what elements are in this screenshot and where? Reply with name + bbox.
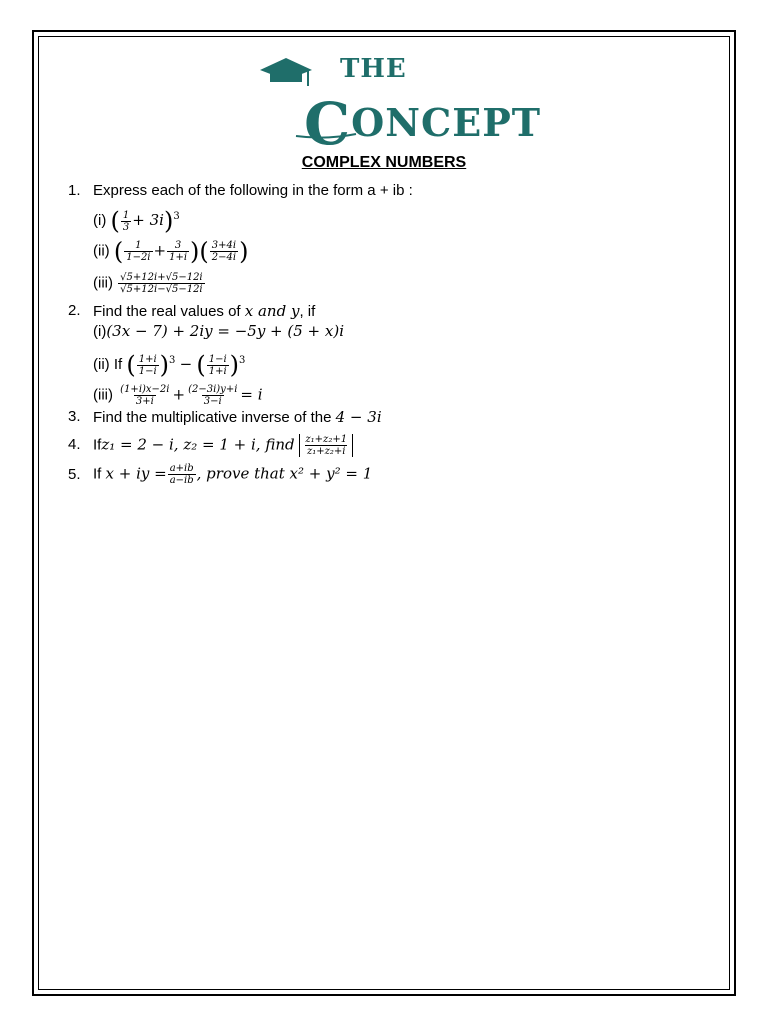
- doc-title: COMPLEX NUMBERS: [301, 154, 467, 171]
- q2-part-i: [93, 322, 344, 341]
- logo-the: THE: [340, 54, 407, 84]
- logo: [256, 48, 542, 158]
- q3-number: 3.: [68, 408, 81, 425]
- q5-text: If x + iy = $\frac{a+ib}{a-ib}$ , prove that x² + y² = 1: [93, 463, 373, 486]
- q2-iii-eq: = i: [240, 385, 263, 404]
- q4-text: Ifz₁ = 2 − i, z₂ = 1 + i, find $\frac{\text{z₁+z₂+1}}{\text{z₁+z₂+i}}$: [93, 434, 353, 457]
- paren-close: ): [163, 207, 174, 236]
- q1-i-frac: $\frac{1}{3}$: [122, 209, 130, 233]
- q4-abs: $\frac{\text{z₁+z₂+1}}{\text{z₁+z₂+i}}$: [299, 434, 353, 457]
- q4-number: 4.: [68, 436, 81, 453]
- logo-concept-rest: ONCEPT: [351, 100, 542, 145]
- q1-number: 1.: [68, 182, 81, 199]
- q2-i-label: (i): [93, 323, 107, 340]
- q2-iii-frac1: $\frac{(1+i)x-2i}{3+i}$: [120, 384, 170, 407]
- q2-ii-exp2: 3: [239, 355, 246, 366]
- page-border-inner: [38, 36, 730, 990]
- q2-number: 2.: [68, 302, 81, 319]
- q2-part-ii: (ii) If ( $\frac{1+i}{1-i}$ )$^3$ − ( $\frac{1-i}{1+i}$ )$^3$: [93, 351, 246, 380]
- q1-ii-frac2: $\frac{3}{1+i}$: [169, 240, 188, 263]
- q2-ii-minus: −: [179, 355, 193, 373]
- q1-ii-frac1: $\frac{1}{1-2i}$: [126, 240, 151, 263]
- q1-ii-plus: +: [153, 241, 167, 260]
- q1-i-exp: 3: [173, 211, 180, 222]
- q1-iii-label: (iii): [93, 274, 113, 292]
- q2-ii-frac1: $\frac{1+i}{1-i}$: [138, 353, 157, 377]
- q2-iii-plus: +: [172, 385, 186, 404]
- q1-part-ii: (ii) ( $\frac{1}{1-2i}$ + $\frac{3}{1+i}$ )( $\frac{3+4i}{2-4i}$ ): [93, 237, 249, 266]
- q2-part-iii: [93, 384, 263, 407]
- q2-text: Find the real values of x and y, if: [93, 302, 316, 320]
- logo-concept: [304, 82, 542, 158]
- q2-ii-frac2: $\frac{1-i}{1+i}$: [208, 353, 227, 377]
- q2-iii-frac2: $\frac{(2-3i)y+i}{3-i}$: [188, 384, 238, 407]
- page-border: [32, 30, 736, 996]
- q1-iii-frac: $\frac{√5+12i+√5-12i}{√5+12i-√5-12i}$: [120, 272, 203, 295]
- q2-iii-label: (iii): [93, 386, 113, 404]
- q5-number: 5.: [68, 466, 81, 483]
- paren-open: (: [110, 207, 120, 236]
- q3-text: Find the multiplicative inverse of the 4 − 3i: [93, 408, 382, 426]
- q1-i-label: (i): [93, 212, 107, 229]
- q1-part-iii: [93, 272, 206, 295]
- q2-ii-exp1: 3: [169, 355, 176, 366]
- q2-ii-label: (ii) If: [93, 356, 123, 373]
- q1-part-i: [93, 207, 180, 236]
- q1-ii-frac3: $\frac{3+4i}{2-4i}$: [211, 240, 237, 263]
- q2-i-equation: (3x − 7) + 2iy = −5y + (5 + x)i: [106, 322, 345, 340]
- q1-text: Express each of the following in the form a + ib :: [93, 182, 413, 199]
- q1-ii-label: (ii): [93, 242, 110, 260]
- logo-c: C: [304, 90, 352, 158]
- q1-i-rest: + 3i: [132, 211, 164, 229]
